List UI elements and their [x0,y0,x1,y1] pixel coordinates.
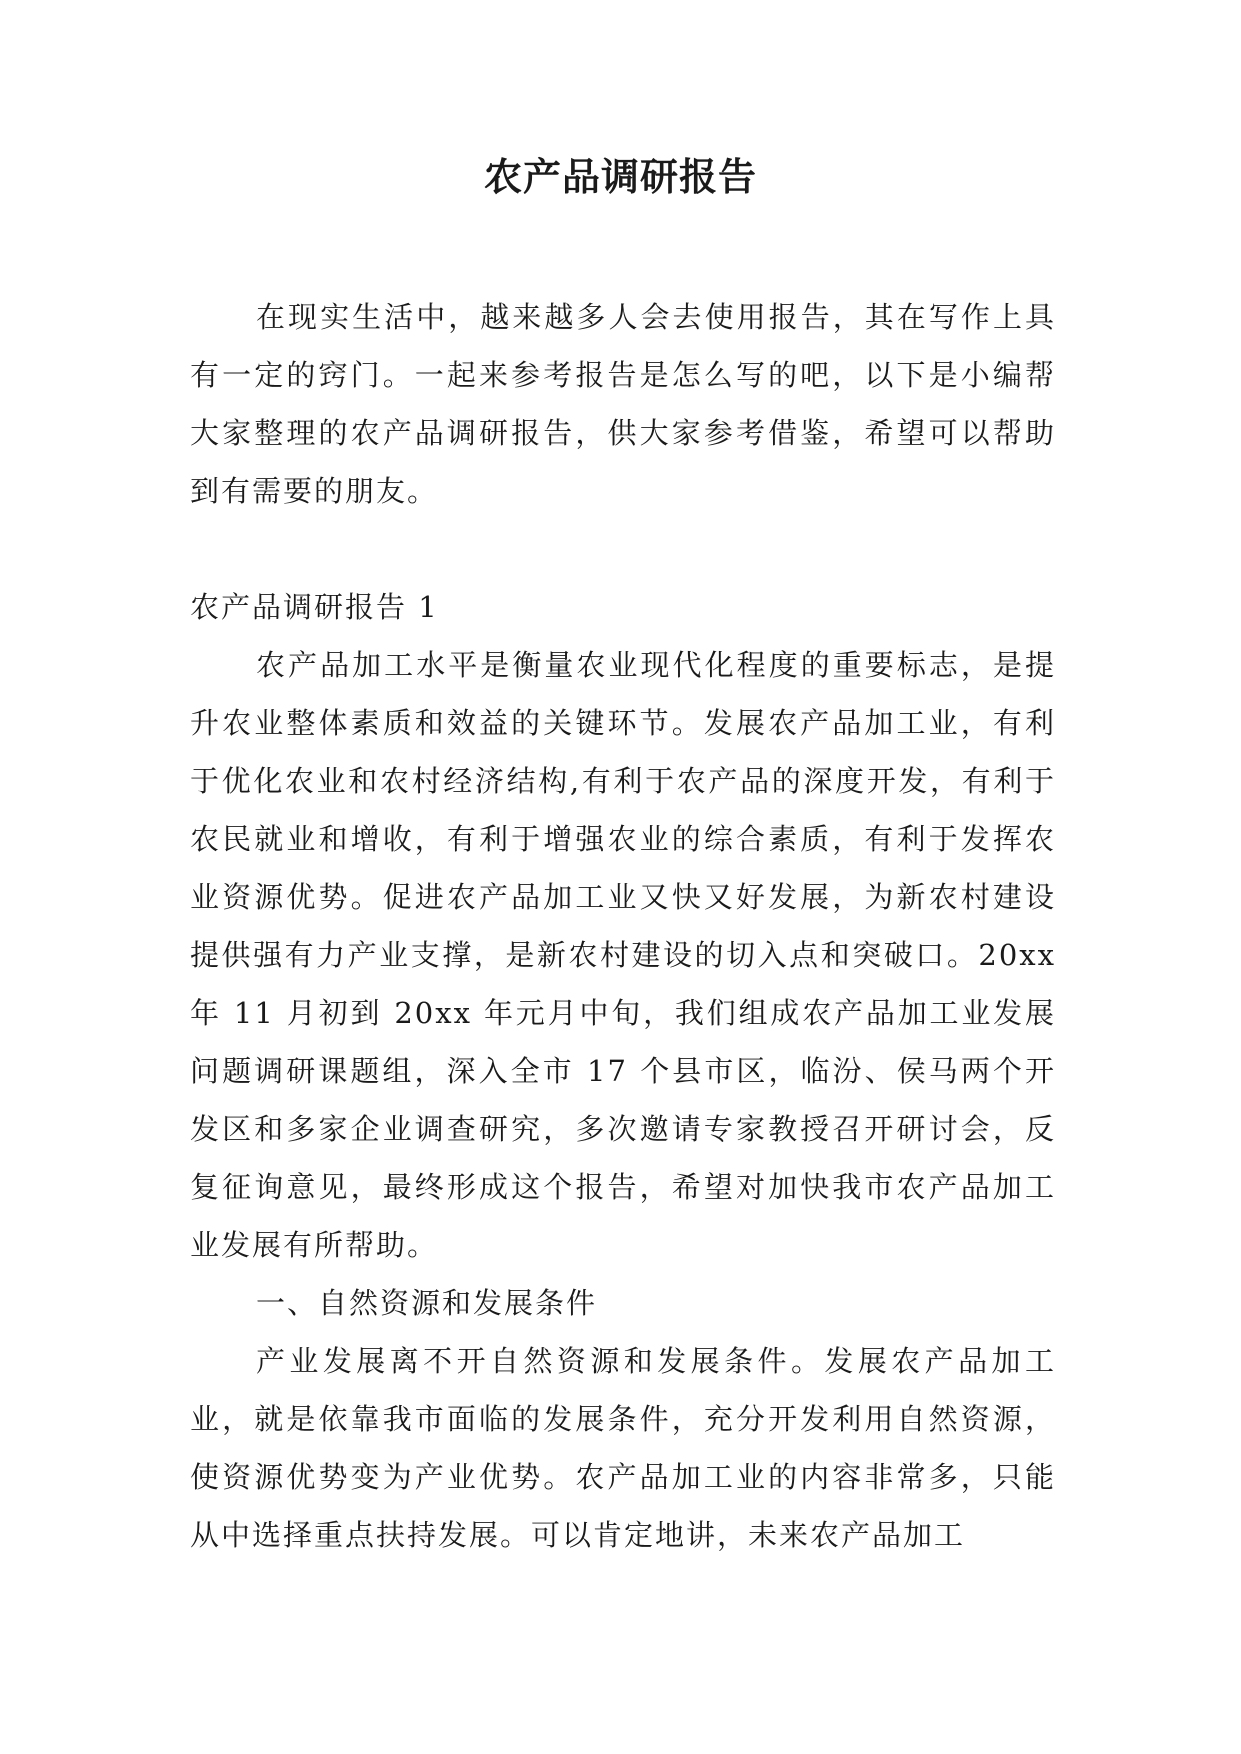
section-heading: 农产品调研报告 1 [190,590,439,624]
body-paragraph: 产业发展离不开自然资源和发展条件。发展农产品加工业，就是依靠我市面临的发展条件，充分开发利用自然资源，使资源优势变为产业优势。农产品加工业的内容非常多，只能从中选择重点扶持发展。可以肯定地讲，未来农产品加工 [190,1344,1056,1552]
body-paragraph: 农产品加工水平是衡量农业现代化程度的重要标志，是提升农业整体素质和效益的关键环节。发展农产品加工业，有利于优化农业和农村经济结构,有利于农产品的深度开发，有利于农民就业和增收，有利于增强农业的综合素质，有利于发挥农业资源优势。促进农产品加工业又快又好发展，为新农村建设提供强有力产业支撑，是新农村建设的切入点和突破口。20xx 年 11 月初到 20xx 年元月中旬，我们组成农产品加工业发展问题调研课题组，深入全市 17 个县市区，临汾、侯马两个开发区和多家企业调查研究，多次邀请专家教授召开研讨会，反复征询意见，最终形成这个报告，希望对加快我市农产品加工业发展有所帮助。 [190,648,1056,1262]
document-body [190,288,1056,1564]
paragraph-gap [190,520,1056,578]
intro-paragraph: 在现实生活中，越来越多人会去使用报告，其在写作上具有一定的窍门。一起来参考报告是怎么写的吧，以下是小编帮大家整理的农产品调研报告，供大家参考借鉴，希望可以帮助到有需要的朋友。 [190,300,1056,508]
subheading: 一、自然资源和发展条件 [256,1286,598,1320]
document-title: 农产品调研报告 [483,155,757,199]
